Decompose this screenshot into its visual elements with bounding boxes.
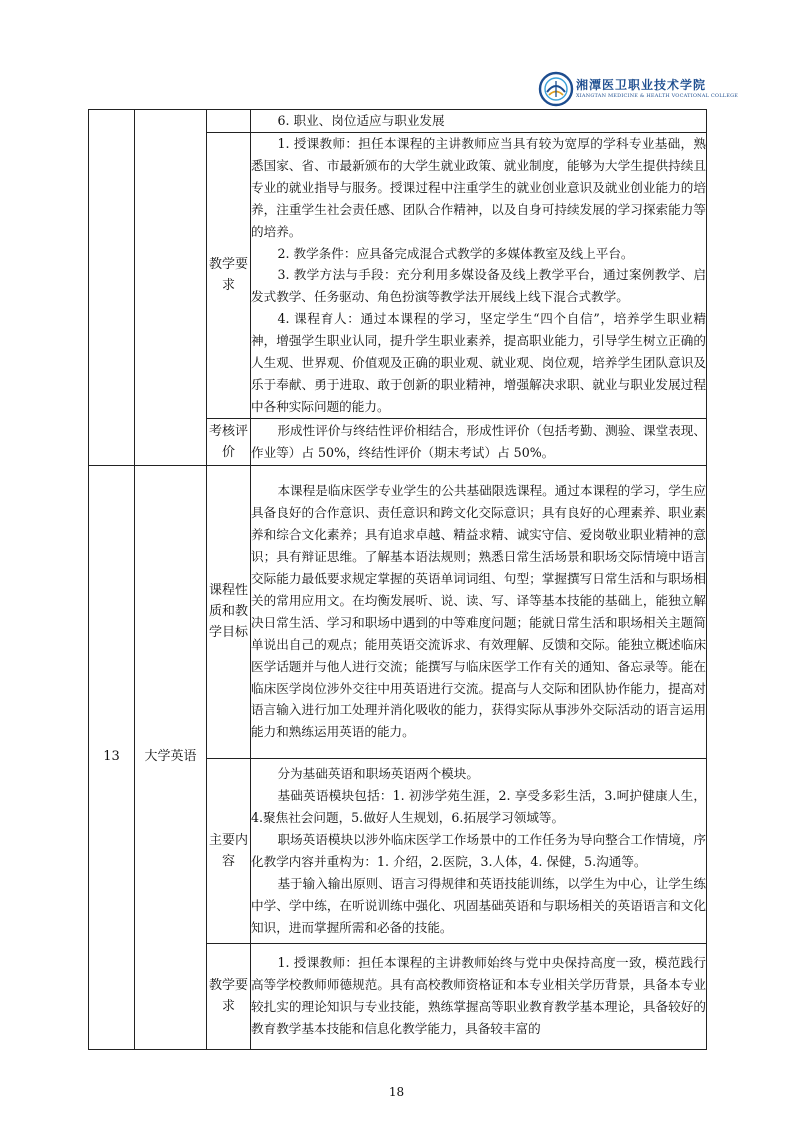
label-teaching-req-13: 教学要求	[207, 943, 251, 1049]
label-nature: 课程性质和教学目标	[207, 465, 251, 758]
course-number-prev	[89, 110, 135, 466]
page-number: 18	[388, 1085, 405, 1099]
teaching-req-13-text: 1. 授课教师：担任本课程的主讲教师始终与党中央保持高度一致，模范践行高等学校教师师德规范。具有高校教师资格证和本专业相关学历背景，具备本专业较扎实的理论知识与专业技能，熟练掌握高等职业教育教学基本理论，具备较好的教育教学基本技能和信息化教学能力，具备较丰富的	[251, 955, 706, 1037]
curriculum-table	[88, 109, 707, 1050]
content-item: 分为基础英语和职场英语两个模块。	[277, 766, 479, 782]
content-item: 基础英语模块包括：1. 初涉学苑生涯，2. 享受多彩生活，3.呵护健康人生，4.聚焦社会问题，5.做好人生规划，6.拓展学习领域等。	[251, 788, 706, 825]
prev-content-line: 6. 职业、岗位适应与职业发展	[277, 113, 445, 129]
content-cell	[251, 758, 707, 943]
teaching-req-item: 3. 教学方法与手段：充分利用多媒设备及线上教学平台，通过案例教学、启发式教学、任务驱动、角色扮演等教学法开展线上线下混合式教学。	[251, 267, 706, 305]
content-item: 职场英语模块以涉外临床医学工作场景中的工作任务为导向整合工作情境，序化教学内容并重构为：1. 介绍，2.医院，3.人体，4. 保健，5.沟通等。	[251, 831, 706, 869]
course-name: 大学英语	[135, 465, 207, 1049]
logo-text: 湘潭医卫职业技术学院	[576, 78, 707, 92]
table-row	[89, 465, 707, 758]
assessment-text: 形成性评价与终结性评价相结合，形成性评价（包括考勤、测验、课堂表现、作业等）占 50%，终结性评价（期末考试）占 50%。	[251, 422, 706, 460]
course-number: 13	[89, 465, 135, 1049]
content-item: 基于输入输出原则、语言习得规律和英语技能训练，以学生为中心，让学生练中学、学中练，在听说训练中强化、巩固基础英语和与职场相关的英语语言和文化知识，进而掌握所需和必备的技能。	[251, 875, 706, 935]
teaching-req-item: 4. 课程育人：通过本课程的学习，坚定学生“四个自信”，培养学生职业精神，增强学生职业认同，提升学生职业素养，提高职业能力，引导学生树立正确的人生观、世界观、价值观及正确的职业观、就业观、岗位观，培养学生团队意识及乐于奉献、勇于进取、敢于创新的职业精神，增强解决求职、就业与职业发展过程中各种实际问题的能力。	[251, 311, 706, 414]
label-assessment: 考核评价	[207, 418, 251, 465]
logo-subtext: XIANGTAN MEDICINE & HEALTH VOCATIONAL COLLEGE	[576, 93, 739, 99]
course-name-prev	[135, 110, 207, 466]
label-content: 主要内容	[207, 758, 251, 943]
prev-content-cell	[251, 110, 707, 133]
label-teaching-req: 教学要求	[207, 133, 251, 419]
nature-text: 本课程是临床医学专业学生的公共基础限选课程。通过本课程的学习，学生应具备良好的合作意识、责任意识和跨文化交际意识；具有良好的心理素养、职业素养和综合文化素养；具有追求卓越、精益求精、诚实守信、爱岗敬业职业精神的意识；具有辩证思维。了解基本语法规则；熟悉日常生活场景和职场交际情境中语言交际能力最低要求规定掌握的英语单词词组、句型；掌握撰写日常生活和与职场相关的常用应用文。在均衡发展听、说、读、写、译等基本技能的基础上，能独立解决日常生活、学习和职场中遇到的中等难度问题；能就日常生活和职场相关主题简单说出自己的观点；能用英语交流诉求、有效理解、反馈和交际。能独立概述临床医学话题并与他人进行交流；能撰写与临床医学工作有关的通知、备忘录等。能在临床医学岗位涉外交往中用英语进行交流。提高与人交际和团队协作能力，提高对语言输入进行加工处理并消化吸收的能力，获得实际从事涉外交际活动的语言运用能力和熟练运用英语的能力。	[251, 483, 706, 740]
label-prev-content	[207, 110, 251, 133]
teaching-req-cell	[251, 133, 707, 419]
table-row	[89, 110, 707, 133]
teaching-req-item: 1. 授课教师：担任本课程的主讲教师应当具有较为宽厚的学科专业基础，熟悉国家、省、市最新颁布的大学生就业政策、就业制度，能够为大学生提供持续且专业的就业指导与服务。授课过程中注重学生的就业创业意识及就业创业能力的培养，注重学生社会责任感、团队合作精神，以及自身可持续发展的学习探索能力等的培养。	[251, 136, 706, 239]
teaching-req-item: 2. 教学条件：应具备完成混合式教学的多媒体教室及线上平台。	[277, 245, 634, 261]
teaching-req-13-cell	[251, 943, 707, 1049]
nature-cell	[251, 465, 707, 758]
assessment-cell	[251, 418, 707, 465]
